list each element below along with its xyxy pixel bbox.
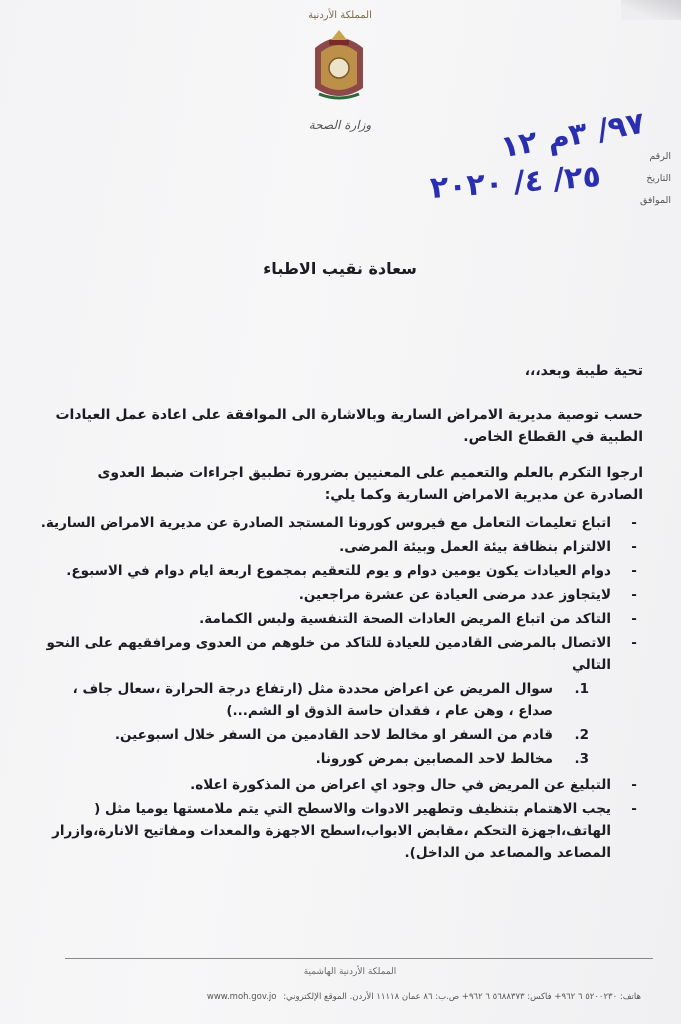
label-date: التاريخ — [646, 173, 671, 184]
instructions-list — [40, 512, 649, 866]
footer-contact-text: هاتف: ٥٢٠٠٢٣٠ ٦ ٩٦٢+ فاكس: ٥٦٨٨٣٧٣ ٦ ٩٦٢+ ص.ب: ٨٦ عمان ١١١١٨ الأردن. الموقع الإلكتروني: — [283, 992, 641, 1002]
list-item: - التبليغ عن المريض في حال وجود اي اعراض من المذكورة اعلاه. — [190, 777, 637, 793]
sub-list-item: 3. مخالط لاحد المصابين بمرض كورونا. — [315, 751, 589, 767]
paragraph-2: ارجوا التكرم بالعلم والتعميم على المعنيين بضرورة تطبيق اجراءات ضبط العدوى الصادرة عن مديرية الامراض السارية وكما يلي: — [97, 465, 643, 503]
list-item: - الاتصال بالمرضى القادمين للعيادة للتاكد من خلوهم من العدوى ومرافقيهم على النحو التالي 1. سوال المريض عن اعراض محددة مثل (ارتفاع درجة الحرارة ،سعال جاف ، صداع ، وهن عام ، فقدان حاسة الذوق او الشم...) 2. قادم من السفر او مخالط لاحد القادمين من السفر خلال اسبوعين. 3. مخالط لاحد المصابين بمرض كورونا. — [40, 632, 649, 770]
list-item: - دوام العيادات يكون يومين دوام و يوم للتعقيم بمجموع اربعة ايام دوام في الاسبوع. — [66, 563, 637, 579]
footer-kingdom-name: المملكة الأردنية الهاشمية — [303, 967, 397, 977]
sub-list — [40, 678, 611, 770]
footer-website-link[interactable]: www.moh.gov.jo — [206, 992, 277, 1002]
list-item: - يجب الاهتمام بتنظيف وتطهير الادوات والاسطح التي يتم ملامستها يوميا مثل ( الهاتف،اجهزة التحكم ،مقابض الابواب،اسطح الاجهزة والمعدات ومفاتيح الانارة،وازرار المصاعد والمصاعد من الداخل). — [52, 801, 637, 861]
list-item: - لايتجاوز عدد مرضى العيادة عن عشرة مراجعين. — [298, 587, 637, 603]
footer-contact-info — [140, 992, 641, 1002]
coat-of-arms-icon — [305, 28, 373, 104]
paragraph-1: حسب توصية مديرية الامراض السارية وبالاشارة الى الموافقة على اعادة عمل العيادات الطبية في القطاع الخاص. — [55, 407, 643, 445]
label-corresponding: الموافق — [639, 195, 671, 206]
list-item: - التاكد من اتباع المريض العادات الصحة التنفسية ولبس الكمامة. — [199, 611, 637, 627]
handwritten-date: ٢٥/ ٤/ ٢٠٢٠ — [428, 159, 603, 206]
handwritten-reference-number: ٩٧/ ٣م ١٢ — [498, 105, 648, 166]
page-fold — [621, 0, 681, 20]
footer-divider — [65, 958, 653, 959]
list-item: - الالتزام بنظافة بيئة العمل وبيئة المرضى. — [339, 539, 637, 555]
greeting: تحية طيبة وبعد،،، — [524, 363, 643, 379]
reference-labels — [611, 146, 671, 212]
letterhead-top-text: المملكة الأردنية — [308, 10, 372, 21]
sub-list-item: 1. سوال المريض عن اعراض محددة مثل (ارتفاع درجة الحرارة ،سعال جاف ، صداع ، وهن عام ، فقدان حاسة الذوق او الشم...) — [72, 681, 589, 719]
sub-list-item: 2. قادم من السفر او مخالط لاحد القادمين من السفر خلال اسبوعين. — [114, 727, 589, 743]
letter-recipient-title: سعادة نقيب الاطباء — [263, 259, 417, 278]
list-item: - اتباع تعليمات التعامل مع فيروس كورونا المستجد الصادرة عن مديرية الامراض السارية. — [40, 515, 637, 531]
ministry-name: وزارة الصحة — [308, 118, 372, 132]
label-number: الرقم — [649, 151, 671, 162]
